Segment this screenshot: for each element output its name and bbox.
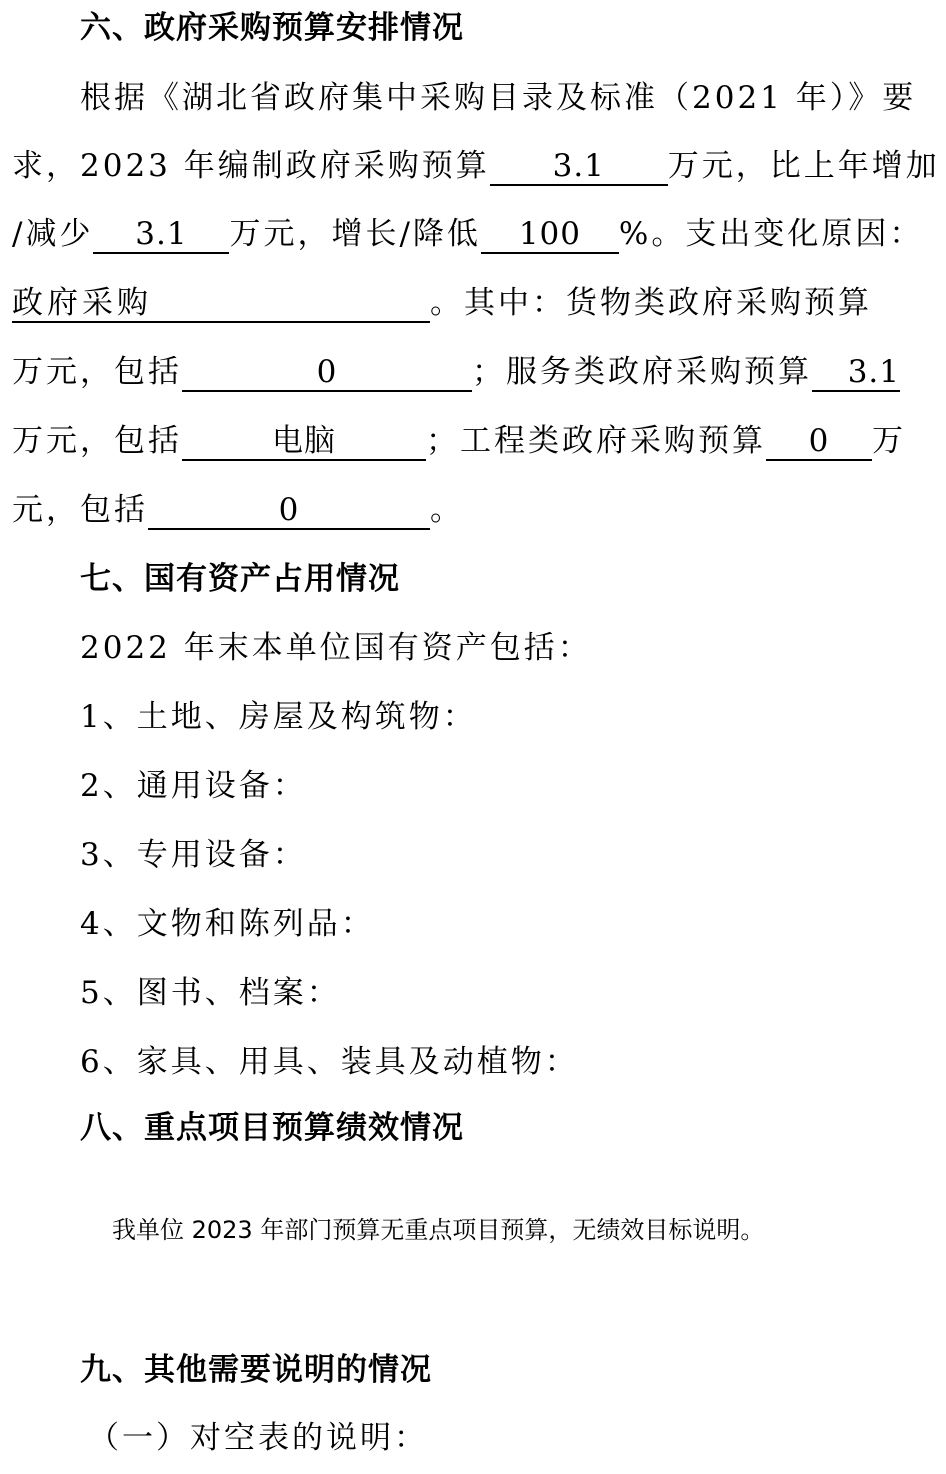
- text: 。: [430, 492, 464, 528]
- asset-item-1: 1、土地、房屋及构筑物：: [80, 699, 477, 735]
- text: 万元，包括: [12, 354, 182, 390]
- section7-intro: 2022 年末本单位国有资产包括：: [80, 630, 592, 666]
- section6-line4: [12, 283, 946, 323]
- services-items-value: 电脑: [182, 423, 426, 461]
- section6-line6: [12, 421, 946, 461]
- section9-heading: 九、其他需要说明的情况: [80, 1352, 432, 1388]
- section8-heading: 八、重点项目预算绩效情况: [80, 1110, 464, 1146]
- asset-item-3: 3、专用设备：: [80, 837, 307, 873]
- change-amount-value: 3.1: [93, 216, 229, 254]
- engineering-items-value: 0: [148, 492, 430, 530]
- procurement-budget-value: 3.1: [490, 148, 668, 186]
- section6-line3: [12, 214, 946, 254]
- section7-heading: 七、国有资产占用情况: [80, 561, 400, 597]
- section6-line7: [12, 490, 946, 530]
- text: %。支出变化原因：: [618, 216, 924, 252]
- section8-text: 我单位 2023 年部门预算无重点项目预算，无绩效目标说明。: [112, 1216, 765, 1244]
- asset-item-4: 4、文物和陈列品：: [80, 906, 375, 942]
- text: 万元，增长/降低: [229, 216, 481, 252]
- text: 。其中：货物类政府采购预算: [430, 285, 872, 321]
- section6-heading: 六、政府采购预算安排情况: [80, 10, 464, 46]
- text: ；工程类政府采购预算: [426, 423, 766, 459]
- goods-items-value: 0: [182, 354, 472, 392]
- change-reason-value: 政府采购: [12, 285, 430, 323]
- text: ；服务类政府采购预算: [472, 354, 812, 390]
- text: 求，2023 年编制政府采购预算: [12, 148, 490, 184]
- asset-item-2: 2、通用设备：: [80, 768, 307, 804]
- text: 元，包括: [12, 492, 148, 528]
- section6-line1: 根据《湖北省政府集中采购目录及标准（2021 年）》要: [80, 80, 917, 116]
- text: 万元，比上年增加: [667, 148, 940, 184]
- asset-item-5: 5、图书、档案：: [80, 975, 341, 1011]
- services-budget-value: 3.1: [812, 354, 900, 392]
- section6-line2: [12, 146, 946, 186]
- text: 万: [872, 423, 906, 459]
- engineering-budget-value: 0: [766, 423, 872, 461]
- section6-line5: [12, 352, 946, 392]
- text: /减少: [12, 216, 94, 252]
- section9-sub1: （一）对空表的说明：: [88, 1420, 428, 1456]
- change-percent-value: 100: [481, 216, 619, 254]
- asset-item-6: 6、家具、用具、装具及动植物：: [80, 1044, 579, 1080]
- text: 万元，包括: [12, 423, 182, 459]
